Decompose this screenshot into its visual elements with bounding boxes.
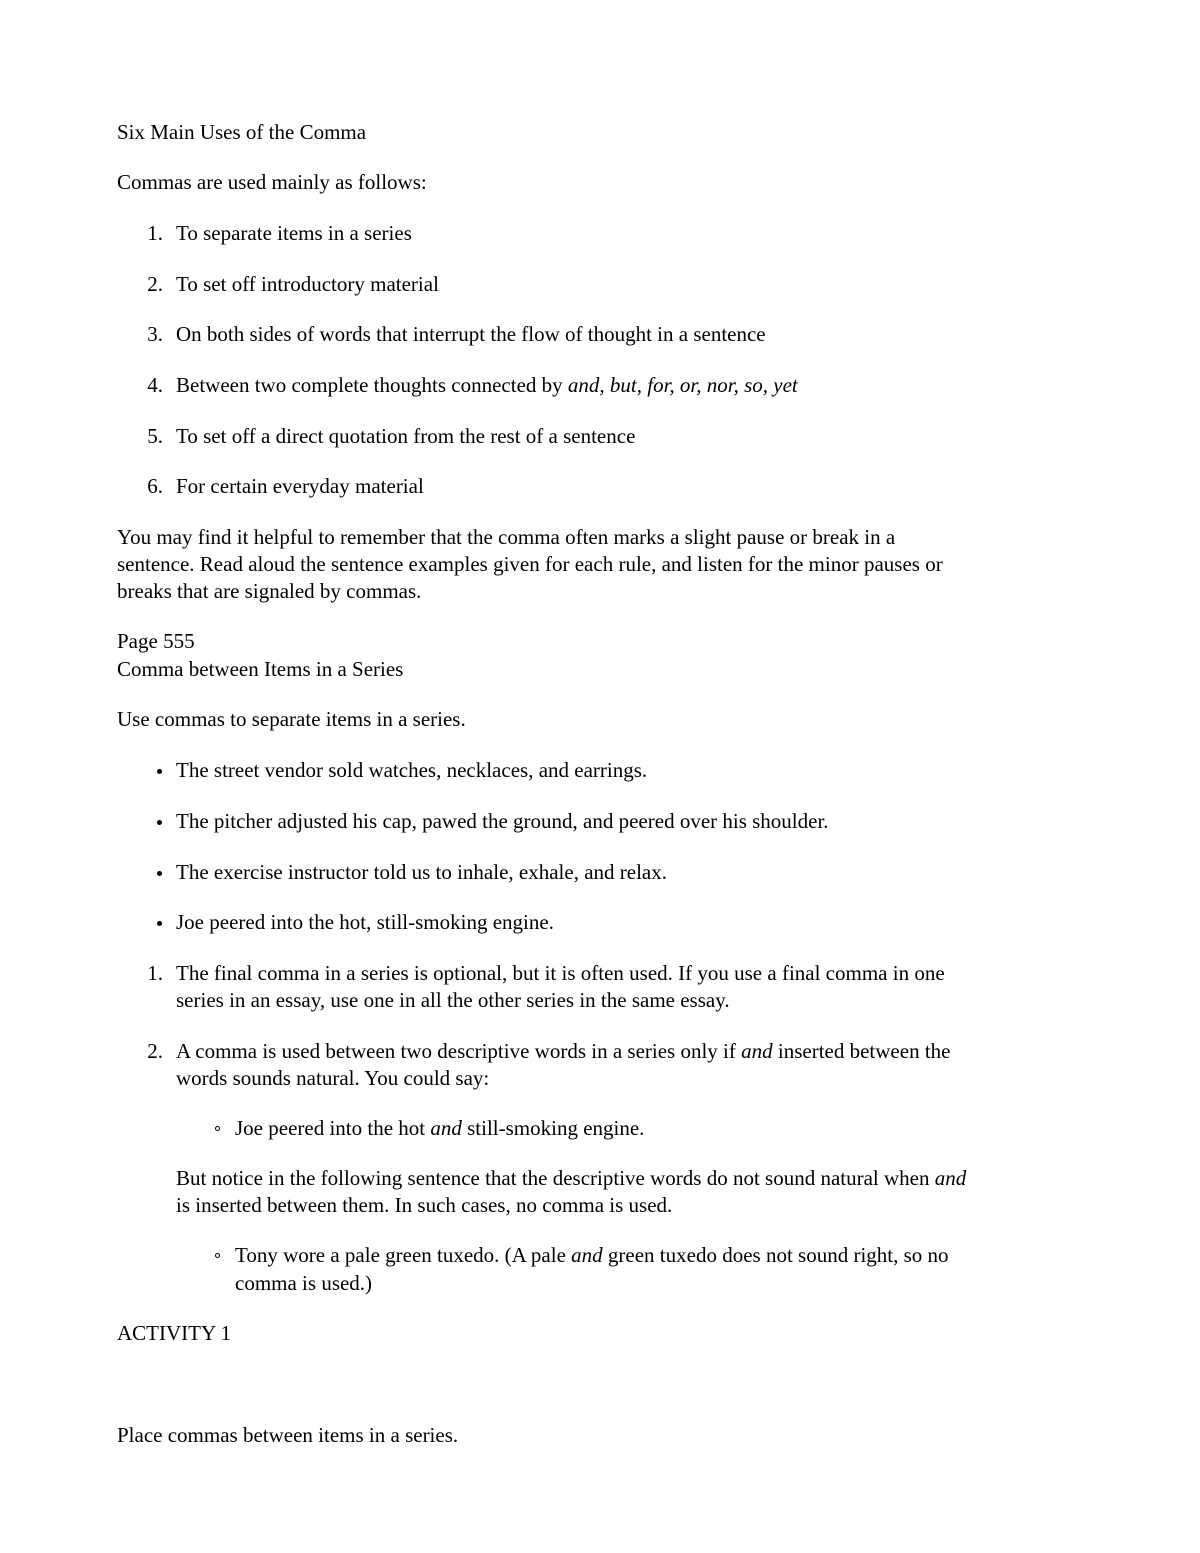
paragraph-line: breaks that are signaled by commas.	[117, 579, 422, 603]
note-line: words sounds natural. You could say:	[176, 1066, 490, 1090]
bullet-icon	[157, 769, 162, 774]
list-number: 2.	[147, 272, 163, 296]
page-title: Six Main Uses of the Comma	[117, 120, 367, 144]
activity-title: ACTIVITY 1	[117, 1321, 232, 1345]
bullet-icon	[157, 820, 162, 825]
list-item	[176, 371, 798, 399]
section-title: Comma between Items in a Series	[117, 657, 404, 681]
example-item: The street vendor sold watches, necklaces, and earrings.	[176, 758, 648, 782]
note-text: inserted between the	[772, 1039, 951, 1063]
note-line: series in an essay, use one in all the other series in the same essay.	[176, 988, 730, 1012]
contrast-line	[176, 1164, 966, 1192]
list-number: 4.	[147, 373, 163, 397]
sub-example-text: Tony wore a pale green tuxedo. (A pale	[235, 1243, 572, 1267]
list-number: 5.	[147, 424, 163, 448]
page-number: Page 555	[117, 629, 195, 653]
list-item-text: Between two complete thoughts connected by	[176, 373, 568, 397]
intro-text: Commas are used mainly as follows:	[117, 170, 427, 194]
sub-example	[235, 1241, 949, 1269]
rule-text: Use commas to separate items in a series.	[117, 707, 466, 731]
bullet-icon	[157, 871, 162, 876]
circle-bullet-icon	[215, 1126, 220, 1131]
note-line	[176, 1037, 950, 1065]
activity-instruction: Place commas between items in a series.	[117, 1423, 459, 1447]
conjunctions-italic: and, but, for, or, nor, so, yet	[567, 373, 798, 397]
example-item: Joe peered into the hot, still-smoking engine.	[176, 910, 554, 934]
contrast-line: is inserted between them. In such cases, no comma is used.	[176, 1193, 673, 1217]
note-italic: and	[741, 1039, 773, 1063]
list-number: 3.	[147, 322, 163, 346]
note-line: The final comma in a series is optional, but it is often used. If you use a final comma in one	[176, 961, 945, 985]
list-item: To separate items in a series	[176, 221, 412, 245]
list-item: For certain everyday material	[176, 474, 424, 498]
example-item: The pitcher adjusted his cap, pawed the ground, and peered over his shoulder.	[176, 809, 829, 833]
example-item: The exercise instructor told us to inhale, exhale, and relax.	[176, 860, 667, 884]
sub-example: comma is used.)	[235, 1271, 373, 1295]
list-number: 1.	[147, 221, 163, 245]
contrast-italic: and	[934, 1166, 967, 1190]
list-item: To set off introductory material	[176, 272, 439, 296]
sub-example	[235, 1114, 644, 1142]
paragraph-line: sentence. Read aloud the sentence examples given for each rule, and listen for the minor pauses or	[117, 552, 943, 576]
sub-example-italic: and	[430, 1116, 462, 1140]
contrast-text: But notice in the following sentence that the descriptive words do not sound natural when	[176, 1166, 935, 1190]
list-number: 2.	[147, 1039, 163, 1063]
sub-example-text: Joe peered into the hot	[235, 1116, 431, 1140]
list-number: 6.	[147, 474, 163, 498]
sub-example-text: green tuxedo does not sound right, so no	[602, 1243, 949, 1267]
note-text: A comma is used between two descriptive words in a series only if	[176, 1039, 742, 1063]
sub-example-italic: and	[571, 1243, 603, 1267]
list-item: On both sides of words that interrupt the flow of thought in a sentence	[176, 322, 766, 346]
circle-bullet-icon	[215, 1253, 220, 1258]
list-number: 1.	[147, 961, 163, 985]
sub-example-text: still-smoking engine.	[461, 1116, 645, 1140]
paragraph-line: You may find it helpful to remember that the comma often marks a slight pause or break in a	[117, 525, 896, 549]
bullet-icon	[157, 921, 162, 926]
list-item: To set off a direct quotation from the rest of a sentence	[176, 424, 636, 448]
